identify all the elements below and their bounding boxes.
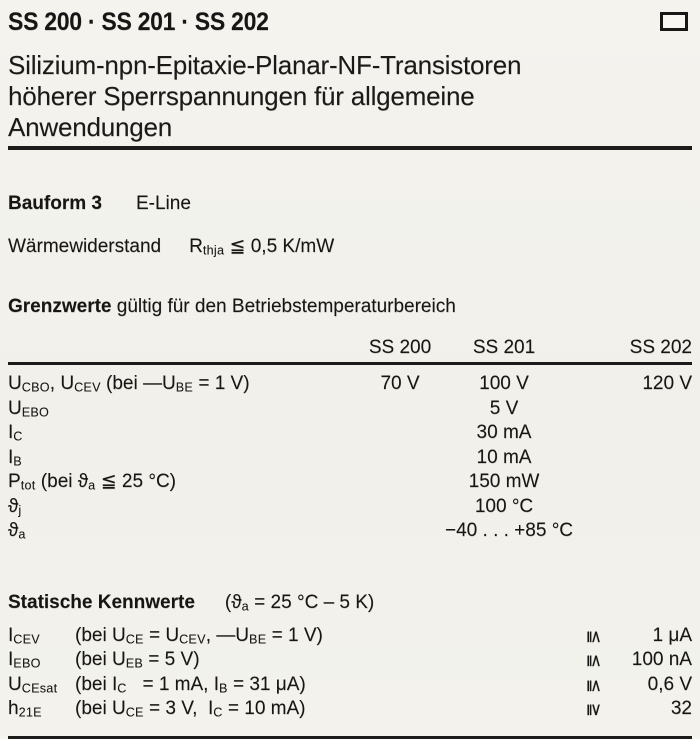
cell-ss200 <box>355 421 445 446</box>
table-row <box>8 697 692 722</box>
cell-ss200 <box>355 519 445 544</box>
test-condition: (bei $I_C = 1$ mA, $I_B = 31$ μA) <box>75 673 306 695</box>
table-row <box>8 624 692 649</box>
test-condition: (bei $U_{CE} = 3$ V, $I_C = 10$ mA) <box>75 698 306 720</box>
parameter-value: 0,6 V <box>647 673 692 695</box>
table-row <box>8 519 692 544</box>
table-row <box>8 372 692 397</box>
bauform-value: E-Line <box>135 193 191 214</box>
row-label: $U_{CBO}$, $U_{CEV}$ (bei $—U_{BE} = 1$ V) <box>8 373 250 395</box>
row-label: $I_C$ <box>8 422 23 444</box>
limits-table <box>8 337 692 544</box>
limits-table-header <box>8 337 692 359</box>
parameter-symbol: $I_{EBO}$ <box>8 649 41 671</box>
limits-heading <box>8 296 692 317</box>
table-row <box>8 446 692 471</box>
cell-ss202 <box>563 495 692 520</box>
cell-ss202 <box>563 446 692 471</box>
table-row <box>8 397 692 422</box>
row-label: $U_{EBO}$ <box>8 397 50 419</box>
relation-symbol: ≦ <box>583 629 604 644</box>
bauform-line <box>8 194 692 214</box>
limits-heading-rest: gültig für den Betriebstemperaturbereich <box>111 296 456 317</box>
column-header-ss201: SS 201 <box>472 337 536 358</box>
parameter-symbol: $U_{CEsat}$ <box>8 673 58 695</box>
cell-ss202 <box>563 470 692 495</box>
parameter-value: 32 <box>670 698 692 719</box>
thermal-resistance-line <box>8 236 692 258</box>
row-label: $P_{tot}$ (bei $ϑ_a$ ≦ 25 °C) <box>8 471 176 493</box>
column-header-ss202: SS 202 <box>629 337 692 358</box>
test-condition: (bei $U_{CE} = U_{CEV}$, $—U_{BE} = 1$ V) <box>75 624 323 646</box>
subtitle-line: Anwendungen <box>8 112 173 142</box>
cell-ss200 <box>355 495 445 520</box>
cell-ss201: 5 V <box>489 397 519 419</box>
parameter-symbol: $h_{21E}$ <box>8 698 42 720</box>
table-row <box>8 648 692 673</box>
table-row <box>8 470 692 495</box>
corner-box-icon <box>660 12 688 31</box>
bauform-label: Bauform 3 <box>8 193 102 214</box>
relation-symbol: ≦ <box>583 678 604 693</box>
thermal-label: Wärmewiderstand <box>8 236 162 257</box>
cell-ss200 <box>355 446 445 471</box>
table-row <box>8 673 692 698</box>
cell-ss200 <box>355 397 445 422</box>
thermal-formula: $R_{thja}$ ≦ 0,5 K/mW <box>189 236 335 258</box>
relation-symbol: ≦ <box>583 653 604 668</box>
page-title: SS 200 · SS 201 · SS 202 <box>8 8 269 36</box>
parameter-value: 1 μA <box>652 624 692 646</box>
subtitle-line: höherer Sperrspannungen für allgemeine <box>8 81 475 111</box>
cell-ss202: 120 V <box>642 373 692 394</box>
test-condition: (bei $U_{EB} = 5$ V) <box>75 649 200 671</box>
cell-ss202 <box>563 519 692 544</box>
subtitle-line: Silizium-npn-Epitaxie-Planar-NF-Transistoren <box>8 50 522 80</box>
cell-ss201: −40 . . . +85 °C <box>445 520 574 541</box>
cell-ss202 <box>563 421 692 446</box>
cell-ss201: 100 °C <box>474 495 534 517</box>
header-divider <box>8 146 692 150</box>
parameter-value: 100 nA <box>631 649 692 670</box>
table-header-divider <box>8 362 692 365</box>
table-row <box>8 495 692 520</box>
row-label: $ϑ_a$ <box>8 520 26 542</box>
row-label: $I_B$ <box>8 446 22 468</box>
static-characteristics-table <box>8 624 692 722</box>
cell-ss200 <box>355 470 445 495</box>
cell-ss202 <box>563 397 692 422</box>
cell-ss201: 150 mW <box>468 471 540 492</box>
header <box>8 8 692 38</box>
table-row <box>8 421 692 446</box>
column-header-ss200: SS 200 <box>368 337 432 358</box>
cell-ss200: 70 V <box>380 373 420 394</box>
limits-heading-bold: Grenzwerte <box>8 296 112 317</box>
cell-ss201: 10 mA <box>476 446 532 468</box>
cell-ss201: 30 mA <box>476 422 532 443</box>
static-heading-bold: Statische Kennwerte <box>8 591 195 613</box>
row-label: $ϑ_j$ <box>8 495 22 517</box>
subtitle <box>8 50 692 143</box>
static-heading-condition: ($ϑ_a = 25$ °C – 5 K) <box>224 591 375 613</box>
parameter-symbol: $I_{CEV}$ <box>8 624 40 646</box>
relation-symbol: ≧ <box>583 702 604 717</box>
static-characteristics-heading <box>8 591 692 614</box>
cell-ss201: 100 V <box>479 373 529 394</box>
limits-table-body <box>8 372 692 544</box>
